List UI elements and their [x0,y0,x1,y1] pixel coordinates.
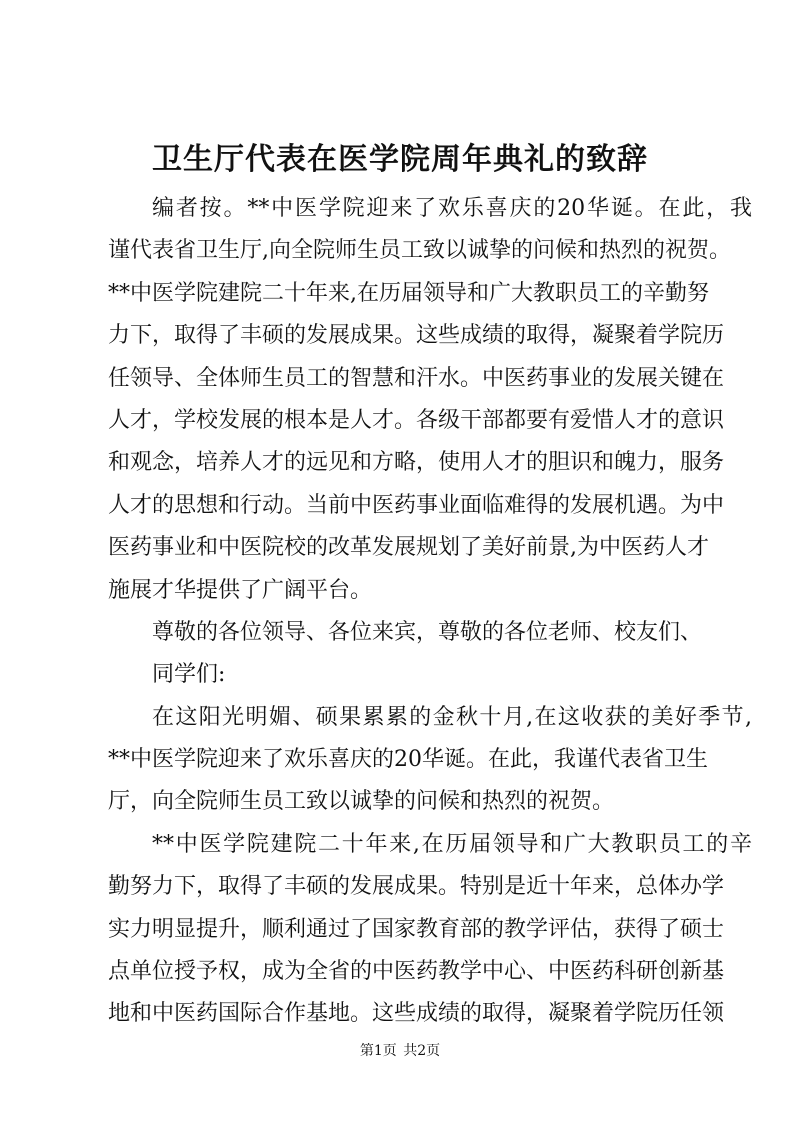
text-line: 地和中医药国际合作基地。这些成绩的取得，凝聚着学院历任领 [108,1001,725,1027]
text-line: 厅，向全院师生员工致以诚挚的问候和热烈的祝贺。 [108,789,615,815]
text-line: **中医学院建院二十年来,在历届领导和广大教职员工的辛 [152,831,752,857]
text-line: 同学们: [152,662,226,688]
document-title: 卫生厅代表在医学院周年典礼的致辞 [152,142,648,177]
text-line: 人才，学校发展的根本是人才。各级干部都要有爱惜人才的意识 [108,407,725,433]
text-line: 人才的思想和行动。当前中医药事业面临难得的发展机遇。为中 [108,492,725,518]
text-line: 尊敬的各位领导、各位来宾，尊敬的各位老师、校友们、 [152,619,703,645]
text-line: 医药事业和中医院校的改革发展规划了美好前景,为中医药人才 [108,535,709,561]
page-footer [0,1041,800,1061]
text-line: 在这阳光明媚、硕果累累的金秋十月,在这收获的美好季节, [152,704,752,730]
text-line: 编者按。**中医学院迎来了欢乐喜庆的20华诞。在此，我 [152,196,752,221]
page-number: 第1页 [359,1043,397,1059]
page-total: 共2页 [403,1043,441,1059]
text-line: 力下，取得了丰硕的发展成果。这些成绩的取得，凝聚着学院历 [108,323,725,349]
text-line: 点单位授予权，成为全省的中医药教学中心、中医药科研创新基 [108,959,725,985]
text-line: 施展才华提供了广阔平台。 [108,577,373,603]
text-line: 任领导、全体师生员工的智慧和汗水。中医药事业的发展关键在 [108,365,725,391]
text-line: **中医学院迎来了欢乐喜庆的20华诞。在此，我谨代表省卫生 [108,747,708,773]
document-body [108,188,752,1036]
text-line: 实力明显提升，顺利通过了国家教育部的教学评估，获得了硕士 [108,916,725,942]
text-line: **中医学院建院二十年来,在历届领导和广大教职员工的辛勤努 [108,280,709,306]
text-line: 和观念，培养人才的远见和方略，使用人才的胆识和魄力，服务 [108,450,725,476]
text-line: 谨代表省卫生厅,向全院师生员工致以诚挚的问候和热烈的祝贺。 [108,238,731,264]
text-line: 勤努力下，取得了丰硕的发展成果。特别是近十年来，总体办学 [108,874,725,900]
